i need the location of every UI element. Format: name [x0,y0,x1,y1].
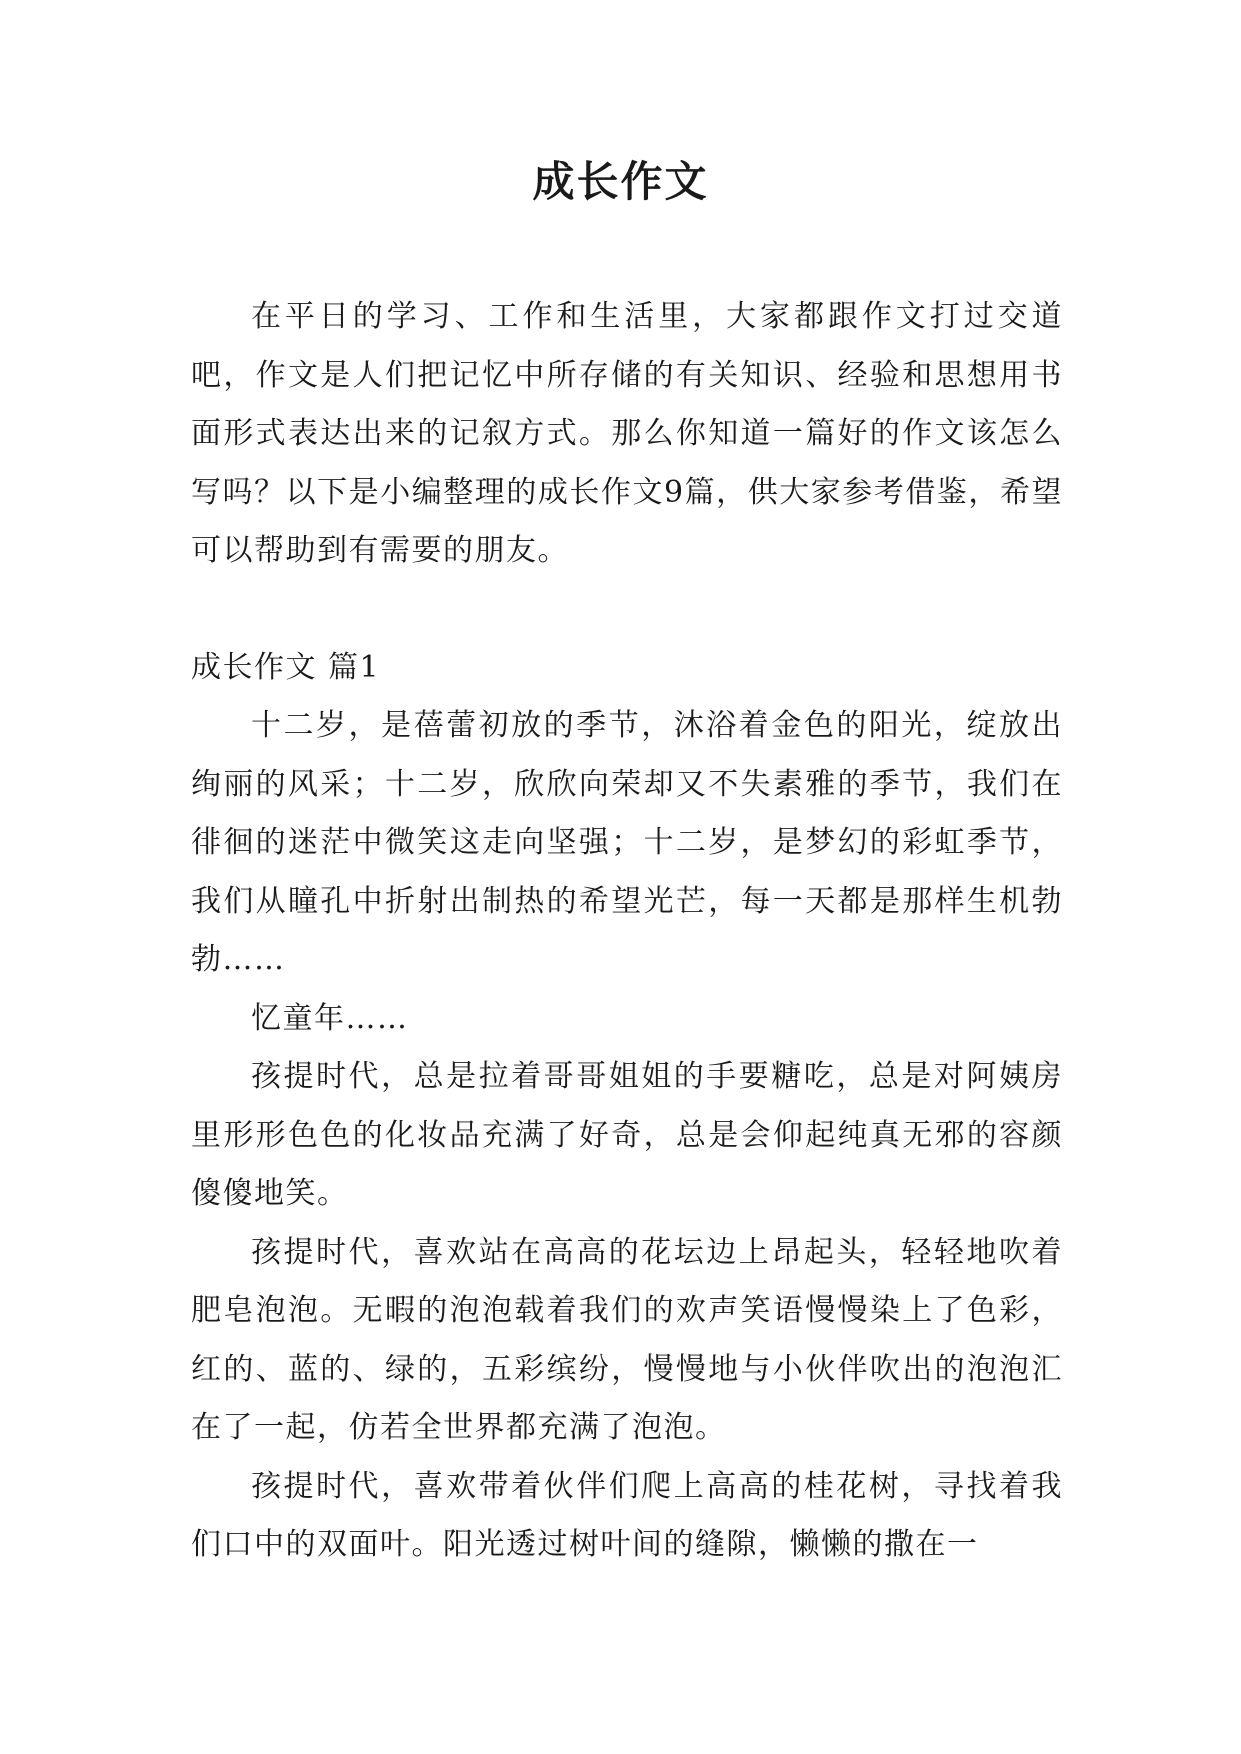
intro-paragraph: 在平日的学习、工作和生活里，大家都跟作文打过交道吧，作文是人们把记忆中所存储的有关知识、经验和思想用书面形式表达出来的记叙方式。那么你知道一篇好的作文该怎么写吗？以下是小编整理的成长作文9篇，供大家参考借鉴，希望可以帮助到有需要的朋友。 [191,299,1063,568]
document-title: 成长作文 [532,157,709,206]
body-paragraph: 孩提时代，喜欢站在高高的花坛边上昂起头，轻轻地吹着肥皂泡泡。无暇的泡泡载着我们的欢声笑语慢慢染上了色彩，红的、蓝的、绿的，五彩缤纷，慢慢地与小伙伴吹出的泡泡汇在了一起，仿若全世界都充满了泡泡。 [191,1234,1063,1445]
document-body [191,288,1063,1575]
section-heading: 成长作文 篇1 [191,649,381,685]
body-paragraph: 十二岁，是蓓蕾初放的季节，沐浴着金色的阳光，绽放出绚丽的风采；十二岁，欣欣向荣却又不失素雅的季节，我们在徘徊的迷茫中微笑这走向坚强；十二岁，是梦幻的彩虹季节，我们从瞳孔中折射出制热的希望光芒，每一天都是那样生机勃勃…… [191,708,1063,977]
body-paragraph: 忆童年…… [251,1000,409,1036]
body-paragraph: 孩提时代，总是拉着哥哥姐姐的手要糖吃，总是对阿姨房里形形色色的化妆品充满了好奇，总是会仰起纯真无邪的容颜傻傻地笑。 [191,1059,1063,1211]
body-paragraph: 孩提时代，喜欢带着伙伴们爬上高高的桂花树，寻找着我们口中的双面叶。阳光透过树叶间的缝隙，懒懒的撒在一 [191,1468,1063,1562]
